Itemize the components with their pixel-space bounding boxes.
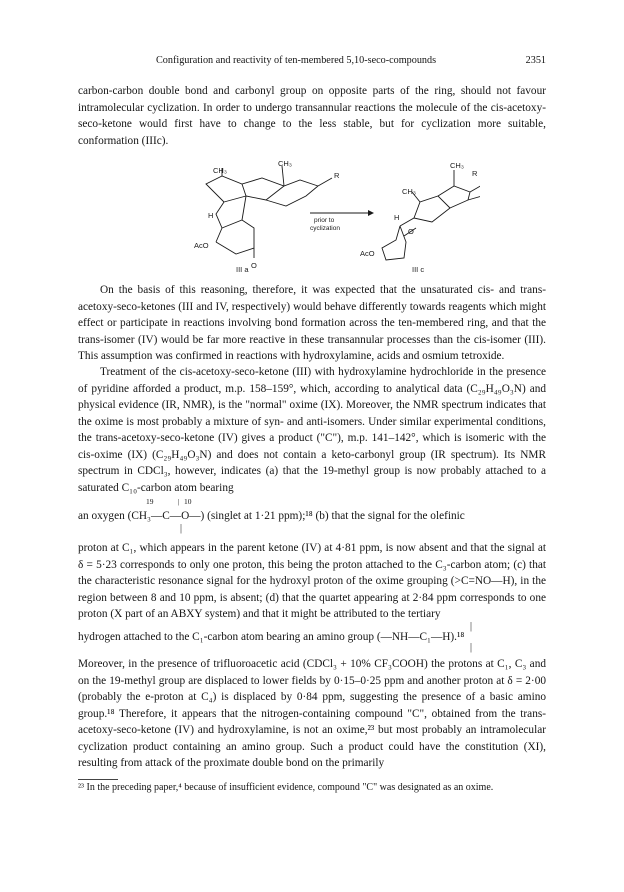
- bond-bar-bottom: |: [180, 523, 183, 534]
- left-h-label: H: [208, 211, 214, 220]
- footnote-23: ²³ In the preceding paper,⁴ because of insufficient evidence, compound "C" was designated as an oxime.: [78, 782, 494, 793]
- paragraph-trifluoroacetic: Moreover, in the presence of trifluoroacetic acid (CDCl₃ + 10% CF₃COOH) the protons at C₁, C₃ and on the 19-methyl group are displaced to lower fields by 0·15–0·25 ppm and another proton at δ = 2·00 (probably the e-proton at C₄) is displaced by 0·84 ppm, suggesting the presence of a basic amino group.¹⁸ Therefore, it appears that the nitrogen-containing compound "C", obtained from the trans-acetoxy-seco-ketone (IV) and hydroxylamine, is not an oxime,²³ but most probably an intramolecular cyclization product containing an amino group. Such a product could have the constitution (XI), resulting from attack of the proximate double bond on the primarily: [78, 658, 546, 770]
- left-ch3-label: CH₃: [213, 166, 227, 175]
- paragraph-reasoning: On the basis of this reasoning, therefore, it was expected that the unsaturated cis- and trans-acetoxy-seco-ketones (III and IV, respectively) would behave differently towards reagents which might effect or participate in reactions involving bond formation across the ten-membered ring, and that the trans-isomer (IV) would be far more reactive in these transannular processes than the cis-isomer (III). This assumption was confirmed in reactions with hydroxylamine, acids and osmium tetroxide.: [78, 284, 546, 363]
- bond-bar-top: |: [178, 497, 180, 506]
- arrow-label-line2: cyclization: [310, 225, 340, 232]
- structure-iiia-bonds: [206, 166, 332, 258]
- left-o-label: O: [251, 261, 257, 270]
- left-aco-label: AcO: [194, 241, 209, 250]
- scheme-drawing: [150, 156, 480, 274]
- right-r-label: R: [472, 169, 478, 178]
- arrow-head-icon: [368, 210, 374, 216]
- label-iiic: III c: [412, 265, 425, 274]
- right-h-label: H: [394, 213, 400, 222]
- right-aco-label: AcO: [360, 249, 375, 258]
- label-iiia: III a: [236, 265, 249, 274]
- bond-bar-amino-bottom: |: [470, 642, 473, 653]
- superscript-10: 10: [184, 497, 192, 506]
- intro-paragraph: carbon-carbon double bond and carbonyl group on opposite parts of the ring, should not favour intramolecular cyclization. In order to undergo transannular reactions the molecule of the cis-acetoxy-seco-ketone would first have to change to the less stable, but for cyclization more suitable, conformation (IIIc).: [78, 85, 546, 147]
- paragraph-treatment: Treatment of the cis-acetoxy-seco-ketone (III) with hydroxylamine hydrochloride in the presence of pyridine afforded a product, m.p. 158–159°, which, according to analytical data (C₂₉H₄₉O₃N) and physical evidence (IR, NMR), is the "normal" oxime (IX). Moreover, the NMR spectrum indicates that the oxime is most probably a mixture of syn- and anti-isomers. Under similar experimental conditions, the trans-acetoxy-seco-ketone (IV) gives a product ("C"), m.p. 141–142°, which is isomeric with the cis-oxime (IX) (C₂₉H₄₉O₃N) and does not contain a keto-carbonyl group (IR spectrum). Its NMR spectrum in CDCl₃, however, indicates (a) that the 19-methyl group is now probably attached to a saturated C₁₀-carbon atom bearing: [78, 366, 546, 494]
- superscript-19: 19: [146, 497, 154, 506]
- running-header: [78, 54, 546, 68]
- paragraph-tertiary-hydrogen: hydrogen attached to the C₁-carbon atom bearing an amino group (—NH—C₁—H).¹⁸: [78, 631, 465, 643]
- left-ch3-top-label: CH₃: [278, 159, 292, 168]
- paragraph-olefinic-proton: proton at C₁, which appears in the parent ketone (IV) at 4·81 ppm, is now absent and that the signal at δ = 5·23 corresponds to only one proton, this being the proton attached to the C₃-carbon atom; (c) that the characteristic resonance signal for the hydroxyl proton of the oxime grouping (>C=NO—H), in the region between 8 and 10 ppm, is absent; (d) that the quartet appearing at 2·84 ppm corresponds to one proton (X part of an ABXY system) and that it might be attributed to the tertiary: [78, 542, 546, 621]
- right-ch3-top-label: CH₃: [450, 161, 464, 170]
- right-o-label: O: [408, 227, 414, 236]
- running-title: Configuration and reactivity of ten-membered 5,10-seco-compounds: [156, 55, 437, 66]
- left-r-label: R: [334, 171, 340, 180]
- conformation-scheme: [150, 156, 480, 274]
- right-ch3-label: CH₃: [402, 187, 416, 196]
- paragraph-oxygen-line: an oxygen (CH₃—C—O—) (singlet at 1·21 ppm);¹⁸ (b) that the signal for the olefinic: [78, 510, 465, 522]
- page-number: 2351: [525, 55, 546, 66]
- bond-bar-amino-top: |: [470, 621, 473, 632]
- footnote-divider: [78, 779, 118, 780]
- arrow-label-line1: prior to: [314, 217, 335, 224]
